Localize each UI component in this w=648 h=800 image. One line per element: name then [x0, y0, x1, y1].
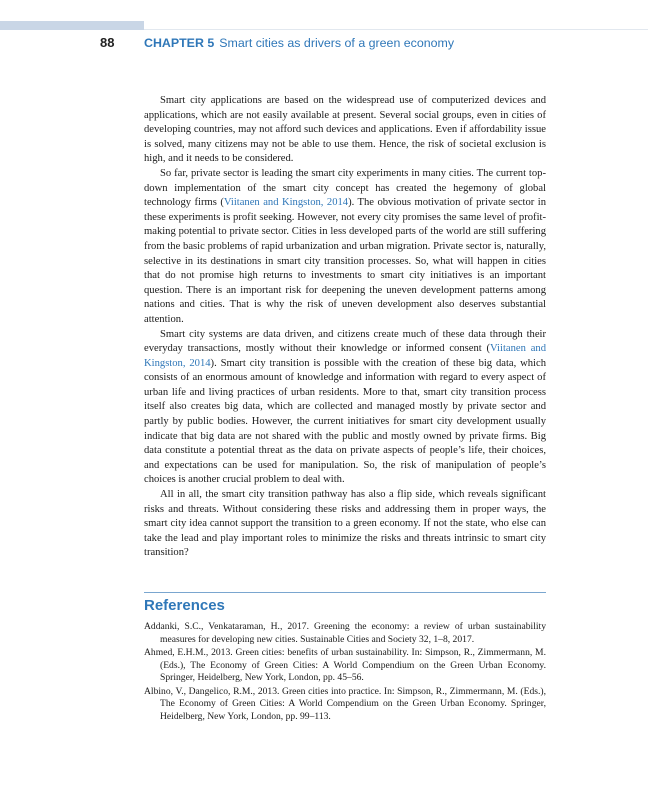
paragraph-text: So far, private sector is leading the smart city experiments in many cities. The current top-down implementation of the smart city concept has created the hegemony of global technology firms ( — [144, 167, 546, 209]
paragraph-exclusion: Smart city applications are based on the widespread use of computerized devices and applications, which are not easily available at present. Several social groups, even in cities of developing countries, may not afford such devices and applications. Even if affordability issue is solved, many citizens may not be able to use them. Hence, the risk of societal exclusion is high, and it needs to be considered. — [144, 95, 546, 165]
paragraph-text: ). The obvious motivation of private sector in these experiments is profit seeking. However, not every city promises the same level of profit-making potential to private sector. Cities in less developed parts of the world are still suffering from the basic problems of rapid urbanization and urban migration. Private sector is, naturally, selective in its destinations in smart city transition processes. So, what will happen in cities that do not promise high returns to investments to smart city initiatives is an important question. There is an important risk for deepening the uneven development patterns among nations and cities. That is why the risk of uneven development also deserves substantial attention. — [144, 197, 546, 325]
references-rule — [144, 592, 546, 593]
reference-item: Addanki, S.C., Venkataraman, H., 2017. Greening the economy: a review of urban sustainability measures for developing new cities. Sustainable Cities and Society 32, 1–8, 2017. — [144, 621, 546, 645]
header-accent-bar — [0, 21, 144, 30]
paragraph-text: ). Smart city transition is possible with the creation of these big data, which consists of an enormous amount of knowledge and information with regard to every aspect of urban life and living practices of urban residents. More to that, smart city transition process itself also creates big data, which are collected and managed mostly by private sector and partly by public bodies. However, the current initiatives for smart city development usually indicate that big data are not shared with the public and mostly owned by private firms. Big data constitute a potential threat as the data on private aspects of people’s life, their choices, and expectations can be used for manipulation. So, the risk of manipulation of people’s choices is another crucial problem to deal with. — [144, 357, 546, 486]
citation-link[interactable]: Viitanen and Kingston, 2014 — [144, 343, 546, 369]
references-heading: References — [144, 597, 225, 614]
chapter-title: Smart cities as drivers of a green economy — [219, 36, 455, 50]
reference-item: Ahmed, E.H.M., 2013. Green cities: benefits of urban sustainability. In: Simpson, R., Zimmermann, M. (Eds.), The Economy of Green Cities: A World Compendium on the Green Urban Economy. Springer, Heidelberg, New York, London, pp. 45–56. — [144, 647, 546, 683]
paragraph-conclusion: All in all, the smart city transition pathway has also a flip side, which reveals significant risks and threats. Without considering these risks and addressing them in proper ways, the smart city idea cannot support the transition to a green economy. If not the state, who else can take the lead and play important roles to minimize the risks and threats intrinsic to smart city transition? — [144, 489, 546, 559]
citation-link[interactable]: Viitanen and Kingston, 2014 — [223, 197, 349, 209]
running-head — [144, 36, 454, 50]
paragraph-text: Smart city systems are data driven, and citizens create much of these data through their everyday transactions, mostly without their knowledge or informed consent ( — [144, 328, 546, 355]
paragraph-uneven-development — [144, 167, 546, 328]
page-number: 88 — [100, 35, 115, 50]
reference-item: Albino, V., Dangelico, R.M., 2013. Green cities into practice. In: Simpson, R., Zimmermann, M. (Eds.), The Economy of Green Cities: A World Compendium on the Green Urban Economy. Springer, Heidelberg, New York, London, pp. 99–113. — [144, 685, 546, 722]
paragraph-big-data — [144, 328, 546, 489]
chapter-label: CHAPTER 5 — [144, 36, 215, 50]
header-rule — [144, 29, 648, 30]
body-text — [144, 94, 546, 561]
references-list — [144, 621, 546, 724]
